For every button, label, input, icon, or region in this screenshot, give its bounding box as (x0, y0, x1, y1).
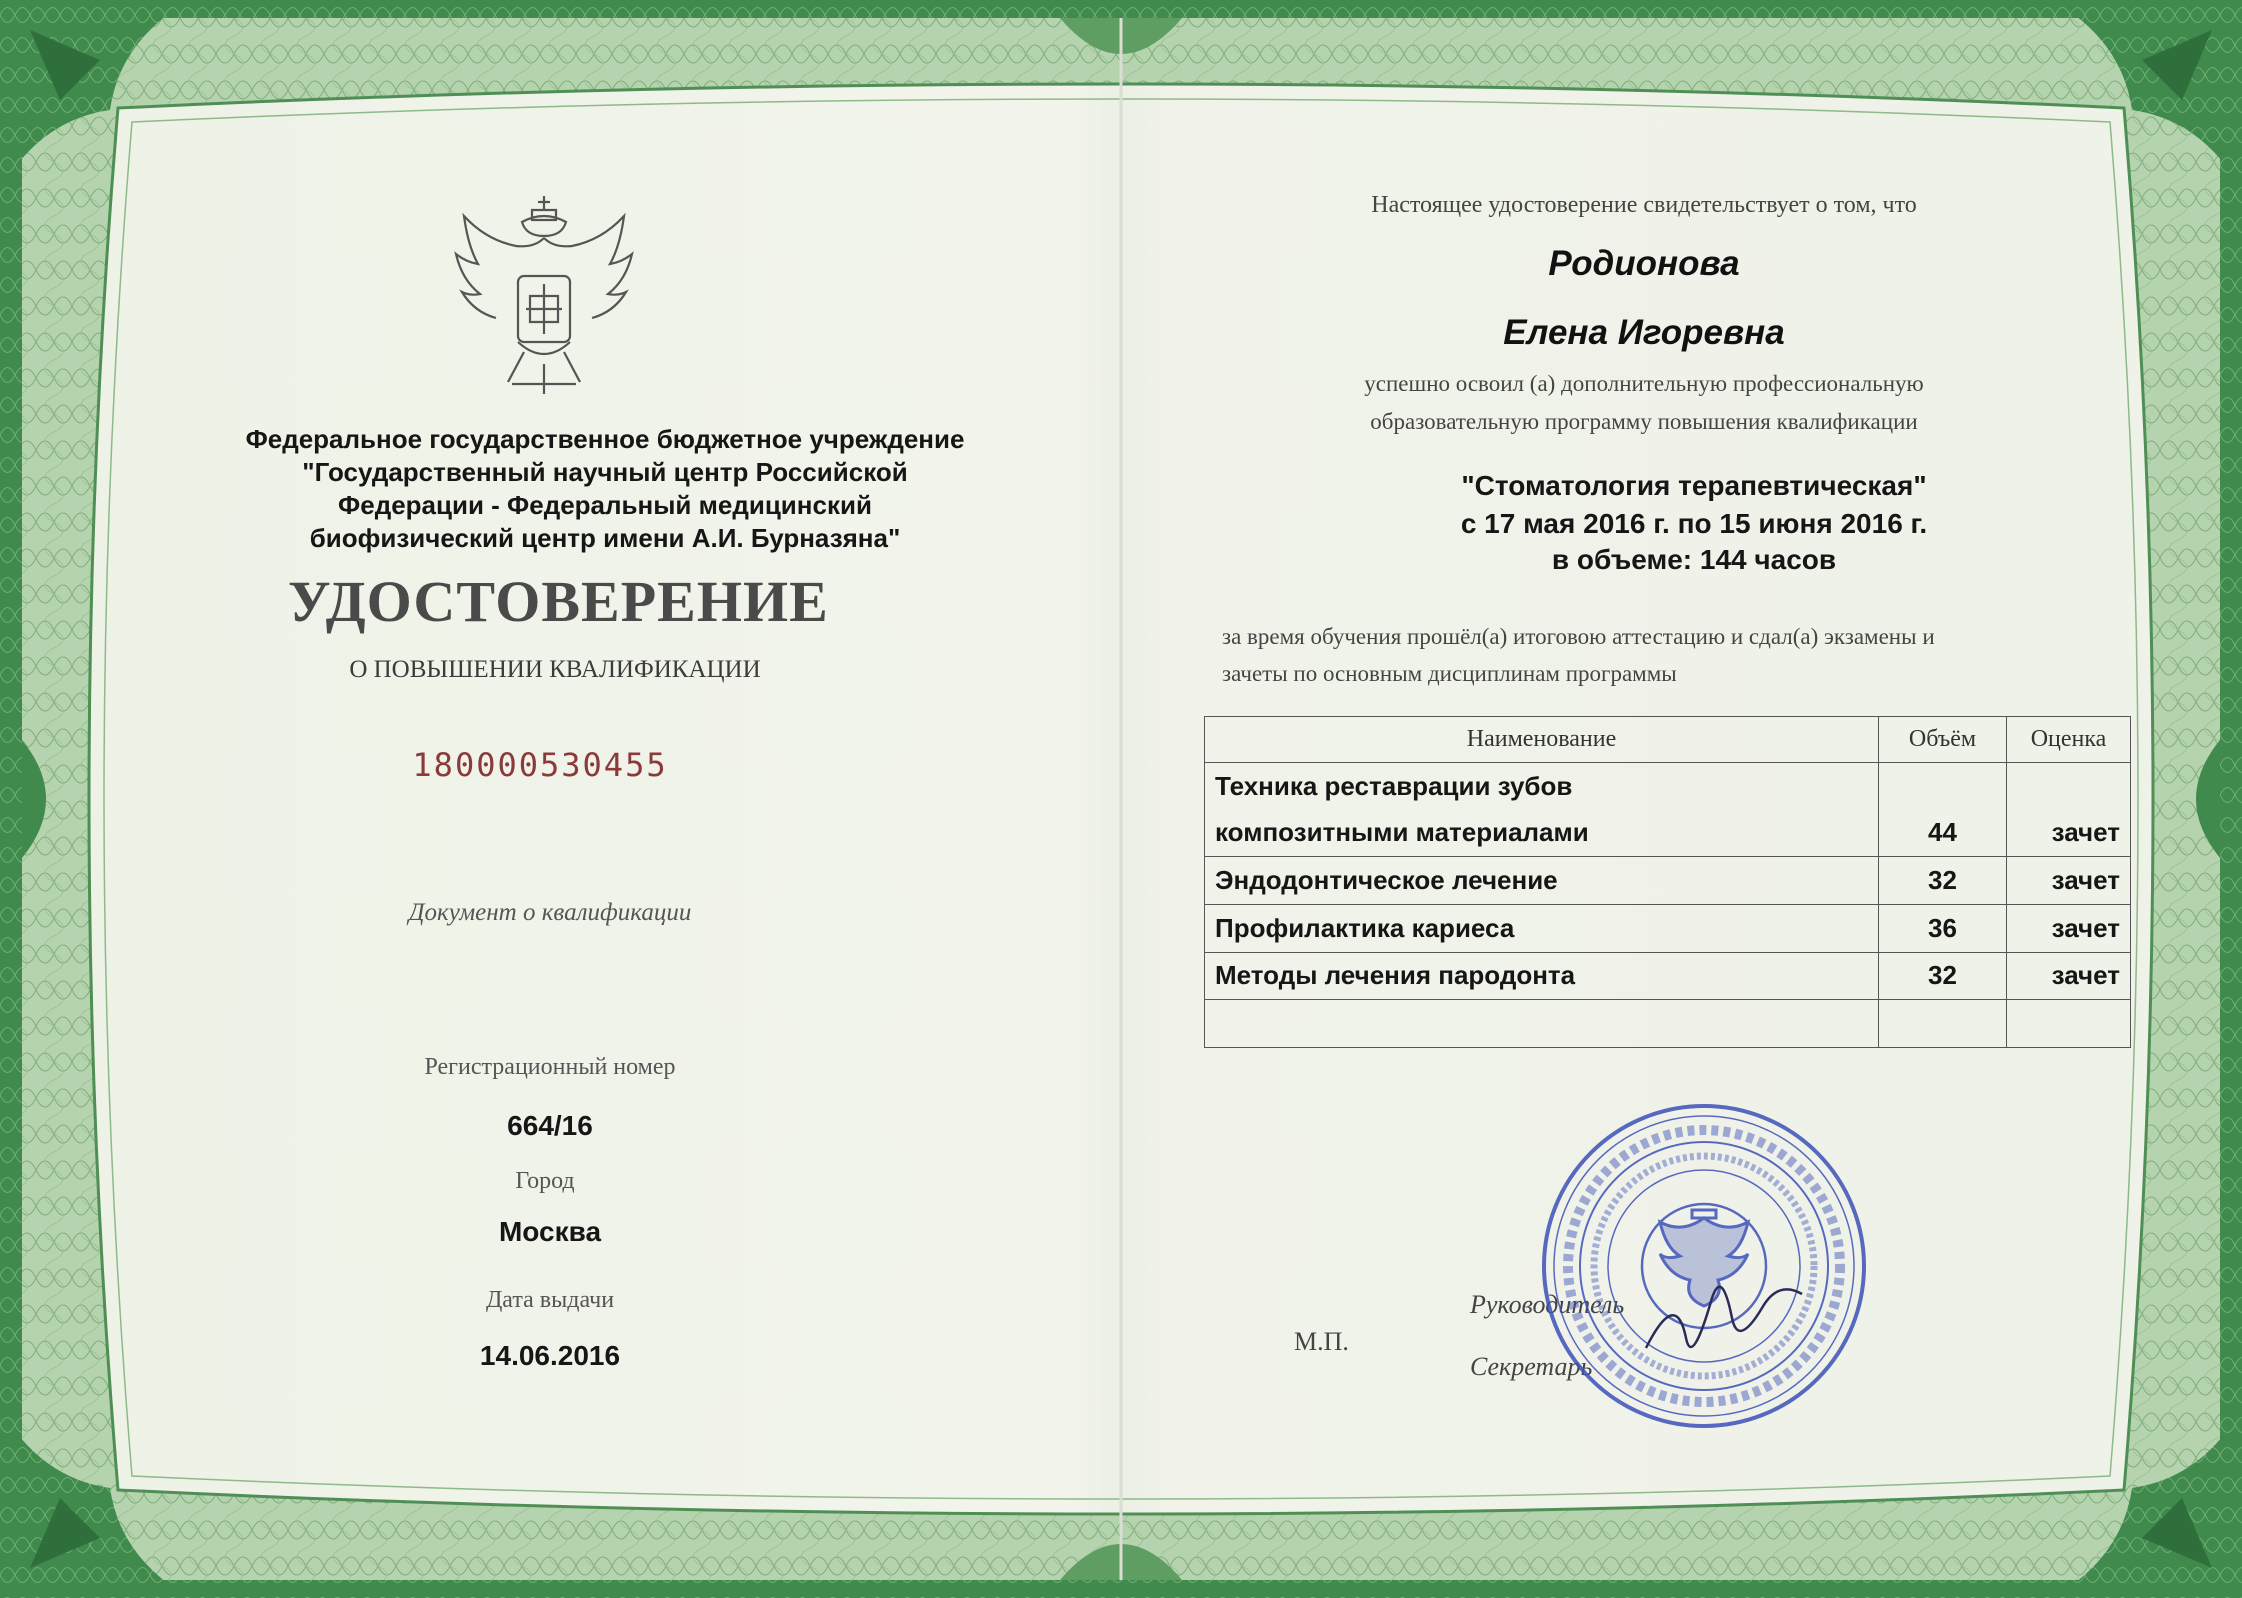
table-row-empty (1205, 1000, 2131, 1048)
discipline-name: композитными материалами (1205, 809, 1879, 856)
intro-text: Настоящее удостоверение свидетельствует о том, что (1371, 192, 1917, 218)
city-value: Москва (498, 1216, 602, 1247)
completion-line-1: успешно освоил (а) дополнительную профессиональную (1364, 371, 1924, 396)
header-name: Наименование (1205, 717, 1879, 763)
document-qualification-label: Документ о квалификации (408, 899, 692, 926)
head-signature-label: Руководитель (1470, 1290, 1625, 1319)
discipline-name: Профилактика кариеса (1205, 904, 1879, 952)
attestation-line-1: за время обучения прошёл(а) итоговою аттестацию и сдал(а) экзамены и (1222, 624, 1935, 649)
issue-date: 14.06.2016 (479, 1340, 621, 1371)
certificate-subtitle: О ПОВЫШЕНИИ КВАЛИФИКАЦИИ (349, 656, 761, 683)
institution-line-3: Федерации - Федеральный медицинский (338, 490, 872, 520)
table-row (1205, 762, 2131, 809)
program-volume: в объеме: 144 часов (1551, 544, 1837, 575)
disciplines-table (1204, 716, 2131, 1048)
discipline-mark: зачет (2007, 809, 2131, 856)
coat-of-arms-emblem (452, 192, 636, 404)
header-mark: Оценка (2007, 717, 2131, 763)
serial-number: 180000530455 (412, 746, 668, 784)
table-row (1205, 857, 2131, 905)
discipline-volume: 32 (1879, 857, 2007, 905)
discipline-volume: 44 (1879, 809, 2007, 856)
table-row (1205, 904, 2131, 952)
discipline-name: Эндодонтическое лечение (1205, 857, 1879, 905)
city-label: Город (515, 1168, 575, 1194)
institution-line-2: "Государственный научный центр Российской (302, 457, 908, 487)
table-row (1205, 952, 2131, 1000)
discipline-mark: зачет (2007, 952, 2131, 1000)
header-volume: Объём (1879, 717, 2007, 763)
discipline-name: Методы лечения пародонта (1205, 952, 1879, 1000)
registration-number: 664/16 (507, 1110, 593, 1141)
official-seal-stamp (1536, 1098, 1872, 1434)
secretary-signature-label: Секретарь (1470, 1352, 1593, 1381)
table-header-row (1205, 717, 2131, 763)
discipline-name: Техника реставрации зубов (1205, 762, 1879, 809)
discipline-mark: зачет (2007, 904, 2131, 952)
issue-date-label: Дата выдачи (485, 1287, 615, 1313)
given-names: Елена Игоревна (1503, 313, 1785, 352)
attestation-line-2: зачеты по основным дисциплинам программы (1222, 661, 1677, 686)
institution-line-4: биофизический центр имени А.И. Бурназяна" (309, 523, 901, 553)
surname: Родионова (1548, 244, 1740, 283)
discipline-volume: 32 (1879, 952, 2007, 1000)
certificate-title: УДОСТОВЕРЕНИЕ (288, 569, 829, 634)
program-period: с 17 мая 2016 г. по 15 июня 2016 г. (1460, 508, 1928, 539)
registration-label: Регистрационный номер (424, 1054, 676, 1080)
table-row (1205, 809, 2131, 856)
stamp-place-label: М.П. (1294, 1327, 1349, 1356)
completion-line-2: образовательную программу повышения квалификации (1370, 409, 1918, 434)
discipline-mark: зачет (2007, 857, 2131, 905)
discipline-volume: 36 (1879, 904, 2007, 952)
institution-line-1: Федеральное государственное бюджетное учреждение (245, 424, 965, 454)
program-name: "Стоматология терапевтическая" (1461, 470, 1927, 501)
